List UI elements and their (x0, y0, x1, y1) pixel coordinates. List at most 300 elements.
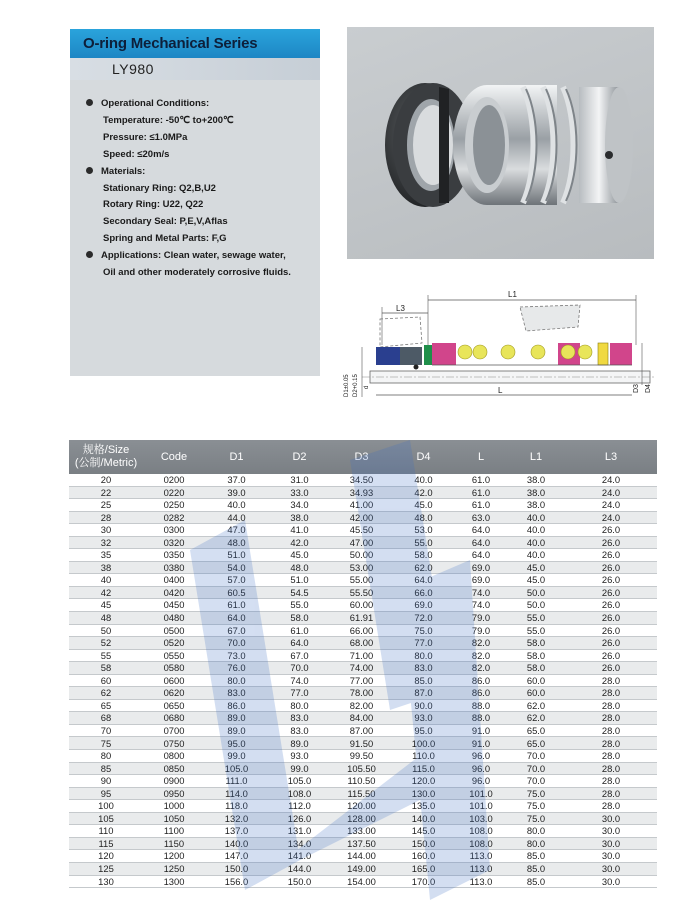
cell-d4: 150.0 (392, 837, 455, 850)
spec-rotary-ring: Rotary Ring: U22, Q22 (103, 199, 204, 211)
cell-d2: 150.0 (268, 875, 331, 888)
cell-d3: 55.50 (331, 586, 392, 599)
cell-l: 113.0 (455, 862, 507, 875)
cell-d2: 131.0 (268, 825, 331, 838)
cell-d2: 45.0 (268, 549, 331, 562)
cell-d4: 45.0 (392, 499, 455, 512)
cell-d1: 40.0 (205, 499, 268, 512)
cell-d4: 80.0 (392, 649, 455, 662)
cell-d1: 57.0 (205, 574, 268, 587)
spec-list (86, 96, 316, 282)
cell-d2: 93.0 (268, 750, 331, 763)
table-row (69, 474, 657, 486)
cell-size: 125 (69, 862, 143, 875)
cell-code: 0250 (143, 499, 205, 512)
cell-l: 96.0 (455, 762, 507, 775)
cell-size: 35 (69, 549, 143, 562)
cell-d3: 149.00 (331, 862, 392, 875)
cell-code: 0520 (143, 637, 205, 650)
cell-d1: 105.0 (205, 762, 268, 775)
cell-l: 103.0 (455, 812, 507, 825)
table-row (69, 561, 657, 574)
cell-d3: 34.50 (331, 474, 392, 486)
cell-d1: 51.0 (205, 549, 268, 562)
cell-d2: 70.0 (268, 662, 331, 675)
cell-l1: 85.0 (507, 862, 565, 875)
cell-code: 0580 (143, 662, 205, 675)
cell-d1: 73.0 (205, 649, 268, 662)
cell-d4: 72.0 (392, 612, 455, 625)
applications-heading: Applications: Clean water, sewage water, (86, 248, 316, 265)
cell-d4: 130.0 (392, 787, 455, 800)
cell-l1: 85.0 (507, 875, 565, 888)
cell-d4: 40.0 (392, 474, 455, 486)
cell-size: 38 (69, 561, 143, 574)
cell-code: 0350 (143, 549, 205, 562)
cell-size: 105 (69, 812, 143, 825)
cell-code: 0600 (143, 674, 205, 687)
cell-l1: 50.0 (507, 586, 565, 599)
header-d2: D2 (268, 440, 331, 474)
cell-l: 101.0 (455, 800, 507, 813)
cell-code: 0400 (143, 574, 205, 587)
cell-code: 1200 (143, 850, 205, 863)
cell-d3: 133.00 (331, 825, 392, 838)
label-l3: L3 (396, 304, 405, 313)
cell-d1: 64.0 (205, 612, 268, 625)
cell-size: 42 (69, 586, 143, 599)
cell-code: 0700 (143, 724, 205, 737)
cell-d1: 37.0 (205, 474, 268, 486)
cell-l1: 62.0 (507, 699, 565, 712)
cell-d4: 100.0 (392, 737, 455, 750)
cell-l: 113.0 (455, 850, 507, 863)
table-row (69, 536, 657, 549)
cell-l3: 28.0 (565, 724, 657, 737)
cell-d4: 53.0 (392, 524, 455, 537)
cell-l1: 55.0 (507, 624, 565, 637)
cell-l1: 55.0 (507, 612, 565, 625)
cell-code: 0220 (143, 486, 205, 499)
cell-l3: 24.0 (565, 511, 657, 524)
table-row (69, 787, 657, 800)
cell-size: 20 (69, 474, 143, 486)
cell-d4: 58.0 (392, 549, 455, 562)
label-d3: D3 (633, 384, 640, 393)
cell-code: 1000 (143, 800, 205, 813)
dimension-drawing (340, 285, 660, 420)
header-d3: D3 (331, 440, 392, 474)
cell-d3: 66.00 (331, 624, 392, 637)
header-l: L (455, 440, 507, 474)
cell-size: 90 (69, 775, 143, 788)
cell-d4: 135.0 (392, 800, 455, 813)
cell-d1: 99.0 (205, 750, 268, 763)
spec-spring-metal: Spring and Metal Parts: F,G (103, 233, 227, 245)
cell-size: 110 (69, 825, 143, 838)
cell-d1: 150.0 (205, 862, 268, 875)
table-row (69, 624, 657, 637)
cell-d4: 140.0 (392, 812, 455, 825)
table-row (69, 750, 657, 763)
table-row (69, 599, 657, 612)
cell-l: 91.0 (455, 724, 507, 737)
model-band (70, 58, 320, 80)
cell-d4: 165.0 (392, 862, 455, 875)
cell-l1: 58.0 (507, 649, 565, 662)
cell-d1: 48.0 (205, 536, 268, 549)
cell-d2: 141.0 (268, 850, 331, 863)
cell-d1: 114.0 (205, 787, 268, 800)
cell-d3: 42.00 (331, 511, 392, 524)
label-d: d (364, 385, 370, 389)
cell-d1: 89.0 (205, 712, 268, 725)
cell-code: 0950 (143, 787, 205, 800)
cell-l: 88.0 (455, 712, 507, 725)
cell-l3: 26.0 (565, 599, 657, 612)
cell-d3: 99.50 (331, 750, 392, 763)
cell-l1: 62.0 (507, 712, 565, 725)
cell-size: 32 (69, 536, 143, 549)
cell-d2: 144.0 (268, 862, 331, 875)
cell-d3: 41.00 (331, 499, 392, 512)
cell-l: 69.0 (455, 561, 507, 574)
cell-code: 0750 (143, 737, 205, 750)
header-size: 规格/Size (公制/Metric) (69, 440, 143, 474)
cell-l3: 28.0 (565, 787, 657, 800)
cell-d4: 85.0 (392, 674, 455, 687)
cell-d2: 31.0 (268, 474, 331, 486)
cell-l3: 28.0 (565, 775, 657, 788)
label-l: L (498, 386, 503, 395)
cell-size: 70 (69, 724, 143, 737)
table-row (69, 737, 657, 750)
cell-l3: 28.0 (565, 674, 657, 687)
bullet-icon (86, 167, 93, 174)
cell-l: 108.0 (455, 837, 507, 850)
cell-size: 55 (69, 649, 143, 662)
cell-d2: 83.0 (268, 724, 331, 737)
cell-l3: 30.0 (565, 875, 657, 888)
cell-d3: 91.50 (331, 737, 392, 750)
cell-d3: 68.00 (331, 637, 392, 650)
table-row (69, 762, 657, 775)
cell-l1: 80.0 (507, 837, 565, 850)
cell-l3: 26.0 (565, 536, 657, 549)
cell-size: 50 (69, 624, 143, 637)
cell-code: 0380 (143, 561, 205, 574)
cell-d2: 58.0 (268, 612, 331, 625)
cell-d2: 74.0 (268, 674, 331, 687)
cell-l3: 26.0 (565, 549, 657, 562)
cell-d2: 89.0 (268, 737, 331, 750)
product-photo (347, 27, 654, 259)
cell-code: 0420 (143, 586, 205, 599)
cell-l1: 85.0 (507, 850, 565, 863)
cell-code: 1250 (143, 862, 205, 875)
cell-d3: 144.00 (331, 850, 392, 863)
cell-d4: 87.0 (392, 687, 455, 700)
cell-d2: 126.0 (268, 812, 331, 825)
cell-d3: 115.50 (331, 787, 392, 800)
cell-size: 28 (69, 511, 143, 524)
cell-l3: 28.0 (565, 750, 657, 763)
cell-d1: 70.0 (205, 637, 268, 650)
cell-code: 0282 (143, 511, 205, 524)
table-row (69, 687, 657, 700)
cell-d1: 132.0 (205, 812, 268, 825)
cell-d2: 80.0 (268, 699, 331, 712)
label-d2: D2+0.15 (353, 374, 359, 397)
cell-l3: 26.0 (565, 574, 657, 587)
label-d1: D1±0.05 (344, 374, 350, 397)
cell-code: 1300 (143, 875, 205, 888)
table-row (69, 862, 657, 875)
table-row (69, 800, 657, 813)
cell-l1: 40.0 (507, 536, 565, 549)
cell-l1: 60.0 (507, 687, 565, 700)
table-row (69, 586, 657, 599)
cell-l1: 60.0 (507, 674, 565, 687)
cell-d1: 156.0 (205, 875, 268, 888)
model-number: LY980 (112, 61, 154, 77)
cell-size: 45 (69, 599, 143, 612)
cell-size: 60 (69, 674, 143, 687)
cell-d1: 39.0 (205, 486, 268, 499)
cell-l1: 65.0 (507, 724, 565, 737)
table-row (69, 637, 657, 650)
cell-l: 74.0 (455, 599, 507, 612)
cell-l3: 26.0 (565, 586, 657, 599)
operational-conditions-heading: Operational Conditions: (86, 96, 316, 113)
cell-l: 108.0 (455, 825, 507, 838)
cell-size: 75 (69, 737, 143, 750)
cell-size: 95 (69, 787, 143, 800)
cell-d2: 61.0 (268, 624, 331, 637)
cell-l: 79.0 (455, 612, 507, 625)
cell-d1: 140.0 (205, 837, 268, 850)
cell-l: 69.0 (455, 574, 507, 587)
cell-l1: 38.0 (507, 474, 565, 486)
cell-d1: 67.0 (205, 624, 268, 637)
cell-d3: 74.00 (331, 662, 392, 675)
cell-code: 0480 (143, 612, 205, 625)
table-row (69, 850, 657, 863)
cell-l3: 26.0 (565, 624, 657, 637)
cell-size: 130 (69, 875, 143, 888)
cell-l: 82.0 (455, 637, 507, 650)
cell-d1: 137.0 (205, 825, 268, 838)
cell-d4: 75.0 (392, 624, 455, 637)
table-row (69, 812, 657, 825)
cell-d3: 61.91 (331, 612, 392, 625)
header-l1: L1 (507, 440, 565, 474)
dimension-table (69, 440, 657, 888)
cell-d3: 78.00 (331, 687, 392, 700)
cell-l1: 65.0 (507, 737, 565, 750)
cell-d1: 60.5 (205, 586, 268, 599)
cell-l: 61.0 (455, 474, 507, 486)
table-row (69, 486, 657, 499)
spec-secondary-seal: Secondary Seal: P,E,V,Aflas (103, 216, 228, 228)
cell-d4: 170.0 (392, 875, 455, 888)
cell-d2: 42.0 (268, 536, 331, 549)
cell-d3: 47.00 (331, 536, 392, 549)
cell-d2: 134.0 (268, 837, 331, 850)
cell-d1: 89.0 (205, 724, 268, 737)
cell-code: 1050 (143, 812, 205, 825)
cell-d4: 90.0 (392, 699, 455, 712)
table-row (69, 549, 657, 562)
cell-l: 61.0 (455, 499, 507, 512)
cell-d4: 69.0 (392, 599, 455, 612)
cell-l3: 24.0 (565, 486, 657, 499)
table-row (69, 825, 657, 838)
cell-l: 74.0 (455, 586, 507, 599)
cell-d1: 111.0 (205, 775, 268, 788)
cell-l: 88.0 (455, 699, 507, 712)
cell-d2: 77.0 (268, 687, 331, 700)
cell-l1: 38.0 (507, 486, 565, 499)
cell-d2: 64.0 (268, 637, 331, 650)
table-row (69, 511, 657, 524)
cell-size: 68 (69, 712, 143, 725)
cell-d3: 154.00 (331, 875, 392, 888)
table-header-row (69, 440, 657, 474)
cell-d4: 42.0 (392, 486, 455, 499)
cell-l: 86.0 (455, 687, 507, 700)
cell-d3: 84.00 (331, 712, 392, 725)
cell-code: 0800 (143, 750, 205, 763)
cell-size: 58 (69, 662, 143, 675)
spec-stationary-ring: Stationary Ring: Q2,B,U2 (103, 182, 216, 194)
label-l1: L1 (508, 290, 517, 299)
cell-d2: 33.0 (268, 486, 331, 499)
cell-l3: 30.0 (565, 862, 657, 875)
cell-d3: 60.00 (331, 599, 392, 612)
cell-d3: 55.00 (331, 574, 392, 587)
bullet-icon (86, 99, 93, 106)
cell-size: 80 (69, 750, 143, 763)
cell-d4: 95.0 (392, 724, 455, 737)
cell-size: 22 (69, 486, 143, 499)
cell-d3: 87.00 (331, 724, 392, 737)
cell-l1: 58.0 (507, 662, 565, 675)
cell-d4: 83.0 (392, 662, 455, 675)
cell-d3: 50.00 (331, 549, 392, 562)
cell-d2: 41.0 (268, 524, 331, 537)
table-row (69, 524, 657, 537)
cell-size: 100 (69, 800, 143, 813)
cell-l1: 50.0 (507, 599, 565, 612)
cell-l3: 30.0 (565, 812, 657, 825)
spec-applications-line2: Oil and other moderately corrosive fluids. (103, 267, 291, 279)
header-l3: L3 (565, 440, 657, 474)
cell-d2: 67.0 (268, 649, 331, 662)
cell-code: 0550 (143, 649, 205, 662)
cell-d4: 48.0 (392, 511, 455, 524)
cell-size: 85 (69, 762, 143, 775)
cell-d1: 86.0 (205, 699, 268, 712)
cell-l: 61.0 (455, 486, 507, 499)
cell-d3: 34.93 (331, 486, 392, 499)
cell-d3: 45.50 (331, 524, 392, 537)
cell-l1: 75.0 (507, 812, 565, 825)
bullet-icon (86, 251, 93, 258)
cell-code: 0200 (143, 474, 205, 486)
cell-l3: 26.0 (565, 561, 657, 574)
cell-d4: 160.0 (392, 850, 455, 863)
cell-l1: 45.0 (507, 574, 565, 587)
cell-d1: 80.0 (205, 674, 268, 687)
spec-pressure: Pressure: ≤1.0MPa (103, 131, 188, 143)
cell-l1: 45.0 (507, 561, 565, 574)
cell-l: 96.0 (455, 775, 507, 788)
cell-l: 64.0 (455, 524, 507, 537)
cell-d4: 120.0 (392, 775, 455, 788)
cell-l3: 28.0 (565, 699, 657, 712)
table-body (69, 474, 657, 888)
cell-l: 64.0 (455, 549, 507, 562)
cell-l1: 40.0 (507, 511, 565, 524)
cell-d3: 110.50 (331, 775, 392, 788)
cell-d3: 137.50 (331, 837, 392, 850)
cell-code: 0680 (143, 712, 205, 725)
cell-l3: 28.0 (565, 800, 657, 813)
cell-d4: 93.0 (392, 712, 455, 725)
cell-size: 40 (69, 574, 143, 587)
cell-code: 0300 (143, 524, 205, 537)
series-title: O-ring Mechanical Series (83, 35, 258, 52)
spec-speed: Speed: ≤20m/s (103, 148, 170, 160)
table-row (69, 837, 657, 850)
dimension-table-wrapper (69, 440, 657, 888)
cell-d4: 77.0 (392, 637, 455, 650)
cell-size: 62 (69, 687, 143, 700)
header-d4: D4 (392, 440, 455, 474)
cell-l: 63.0 (455, 511, 507, 524)
cell-d2: 108.0 (268, 787, 331, 800)
cell-d1: 95.0 (205, 737, 268, 750)
cell-l3: 26.0 (565, 649, 657, 662)
cell-d2: 83.0 (268, 712, 331, 725)
cell-code: 1100 (143, 825, 205, 838)
cell-l1: 40.0 (507, 524, 565, 537)
cell-l1: 80.0 (507, 825, 565, 838)
table-row (69, 574, 657, 587)
cell-l3: 26.0 (565, 637, 657, 650)
cell-l: 82.0 (455, 649, 507, 662)
cell-code: 0320 (143, 536, 205, 549)
cell-d4: 64.0 (392, 574, 455, 587)
cell-l: 82.0 (455, 662, 507, 675)
table-row (69, 724, 657, 737)
cell-d2: 105.0 (268, 775, 331, 788)
cell-code: 0850 (143, 762, 205, 775)
cell-code: 1150 (143, 837, 205, 850)
table-row (69, 775, 657, 788)
header-d1: D1 (205, 440, 268, 474)
cell-l3: 24.0 (565, 499, 657, 512)
cell-d4: 55.0 (392, 536, 455, 549)
cell-l: 86.0 (455, 674, 507, 687)
cell-l: 96.0 (455, 750, 507, 763)
cell-code: 0650 (143, 699, 205, 712)
cell-l1: 70.0 (507, 750, 565, 763)
cell-size: 65 (69, 699, 143, 712)
table-row (69, 699, 657, 712)
cell-d1: 54.0 (205, 561, 268, 574)
